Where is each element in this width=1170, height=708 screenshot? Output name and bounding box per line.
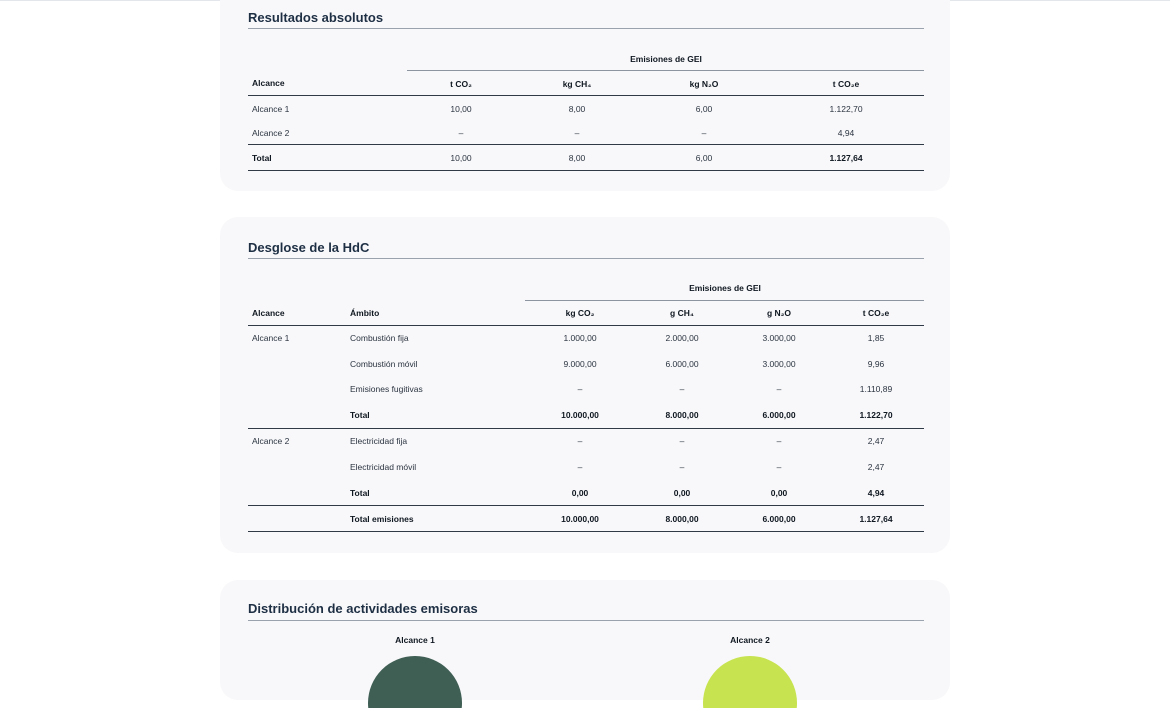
- header-rule: [248, 95, 924, 96]
- table-cell: 9,96: [867, 359, 885, 369]
- table-cell: –: [776, 462, 782, 472]
- table-row-area: Electricidad fija: [350, 436, 408, 446]
- col-header-kgco2: kg CO₂: [565, 308, 595, 318]
- scope1-total-label: Total: [350, 410, 370, 420]
- total-cell: 1.127,64: [829, 153, 863, 163]
- scope2-total-cell: 0,00: [770, 488, 788, 498]
- table-cell: 9.000,00: [563, 359, 597, 369]
- table-cell: 3.000,00: [762, 359, 796, 369]
- breakdown-card: [220, 217, 950, 553]
- scope1-total-cell: 8.000,00: [665, 410, 699, 420]
- scope2-total-cell: 0,00: [673, 488, 691, 498]
- scope1-total-cell: 1.122,70: [859, 410, 893, 420]
- table-cell: 1.122,70: [829, 104, 863, 114]
- scope1-label: Alcance 1: [252, 333, 290, 343]
- title-divider: [248, 258, 924, 259]
- table-row-area: Combustión móvil: [350, 359, 418, 369]
- table-cell: 1,85: [867, 333, 885, 343]
- grand-total-cell: 8.000,00: [665, 514, 699, 524]
- table-row-area: Combustión fija: [350, 333, 409, 343]
- table-row-scope: Alcance 1: [252, 104, 290, 114]
- total-cell: 10,00: [450, 153, 472, 163]
- scope2-pie-chart: [700, 648, 800, 708]
- header-rule: [248, 325, 924, 326]
- col-header-kgch4: kg CH₄: [562, 79, 592, 89]
- group-header-rule: [525, 300, 924, 301]
- col-header-gn2o: g N₂O: [766, 308, 792, 318]
- table-cell: –: [458, 128, 464, 138]
- table-cell: 2.000,00: [665, 333, 699, 343]
- total-cell: 8,00: [568, 153, 586, 163]
- table-cell: 10,00: [450, 104, 472, 114]
- grand-total-cell: 10.000,00: [561, 514, 599, 524]
- table-row-area: Emisiones fugitivas: [350, 384, 423, 394]
- table-cell: 2,47: [867, 436, 885, 446]
- title-divider: [248, 28, 924, 29]
- col-scope-header: Alcance: [252, 308, 285, 318]
- scope2-label: Alcance 2: [252, 436, 290, 446]
- col-header-gch4: g CH₄: [670, 308, 694, 318]
- scope2-total-label: Total: [350, 488, 370, 498]
- table-cell: –: [701, 128, 707, 138]
- scope2-pie-slice: [703, 656, 797, 708]
- table-cell: –: [679, 436, 685, 446]
- scope-divider: [248, 428, 924, 429]
- col-header-tco2: t CO₂: [450, 79, 472, 89]
- absolute-results-card: [220, 0, 950, 191]
- grand-total-cell: 6.000,00: [762, 514, 796, 524]
- table-cell: 8,00: [568, 104, 586, 114]
- bottom-rule: [248, 170, 924, 171]
- scope1-total-cell: 10.000,00: [561, 410, 599, 420]
- table-cell: 1.000,00: [563, 333, 597, 343]
- col-header-kgn2o: kg N₂O: [689, 79, 719, 89]
- grand-total-cell: 1.127,64: [859, 514, 893, 524]
- col-scope-header: Alcance: [252, 78, 285, 88]
- table-row-scope: Alcance 2: [252, 128, 290, 138]
- table-cell: 6.000,00: [665, 359, 699, 369]
- col-header-tco2e: t CO₂e: [832, 79, 860, 89]
- scope2-total-cell: 0,00: [571, 488, 589, 498]
- total-label: Total: [252, 153, 272, 163]
- grand-total-label: Total emisiones: [350, 514, 414, 524]
- scope1-pie-chart: [365, 648, 465, 708]
- title-divider: [248, 620, 924, 621]
- group-header: Emisiones de GEI: [689, 283, 761, 293]
- total-cell: 6,00: [695, 153, 713, 163]
- table-cell: –: [679, 462, 685, 472]
- col-area-header: Ámbito: [350, 308, 380, 318]
- distribution-title: Distribución de actividades emisoras: [248, 601, 478, 616]
- distribution-card: [220, 580, 950, 700]
- group-header: Emisiones de GEI: [630, 54, 702, 64]
- table-cell: 4,94: [837, 128, 855, 138]
- chart-label-scope2: Alcance 2: [730, 635, 770, 645]
- chart-label-scope1: Alcance 1: [395, 635, 435, 645]
- bottom-rule: [248, 531, 924, 532]
- table-cell: –: [577, 384, 583, 394]
- table-cell: 6,00: [695, 104, 713, 114]
- table-cell: –: [776, 384, 782, 394]
- total-rule: [248, 144, 924, 145]
- breakdown-title: Desglose de la HdC: [248, 240, 370, 255]
- scope1-total-cell: 6.000,00: [762, 410, 796, 420]
- group-header-rule: [407, 70, 924, 71]
- table-cell: –: [574, 128, 580, 138]
- table-cell: 3.000,00: [762, 333, 796, 343]
- scope1-pie-slice: [368, 656, 462, 708]
- scope2-total-cell: 4,94: [867, 488, 885, 498]
- table-row-area: Electricidad móvil: [350, 462, 417, 472]
- table-cell: 2,47: [867, 462, 885, 472]
- table-cell: –: [679, 384, 685, 394]
- table-cell: –: [577, 462, 583, 472]
- col-header-tco2e: t CO₂e: [862, 308, 890, 318]
- table-cell: 1.110,89: [859, 384, 893, 394]
- absolute-results-title: Resultados absolutos: [248, 10, 384, 25]
- grand-total-rule: [248, 505, 924, 506]
- table-cell: –: [577, 436, 583, 446]
- table-cell: –: [776, 436, 782, 446]
